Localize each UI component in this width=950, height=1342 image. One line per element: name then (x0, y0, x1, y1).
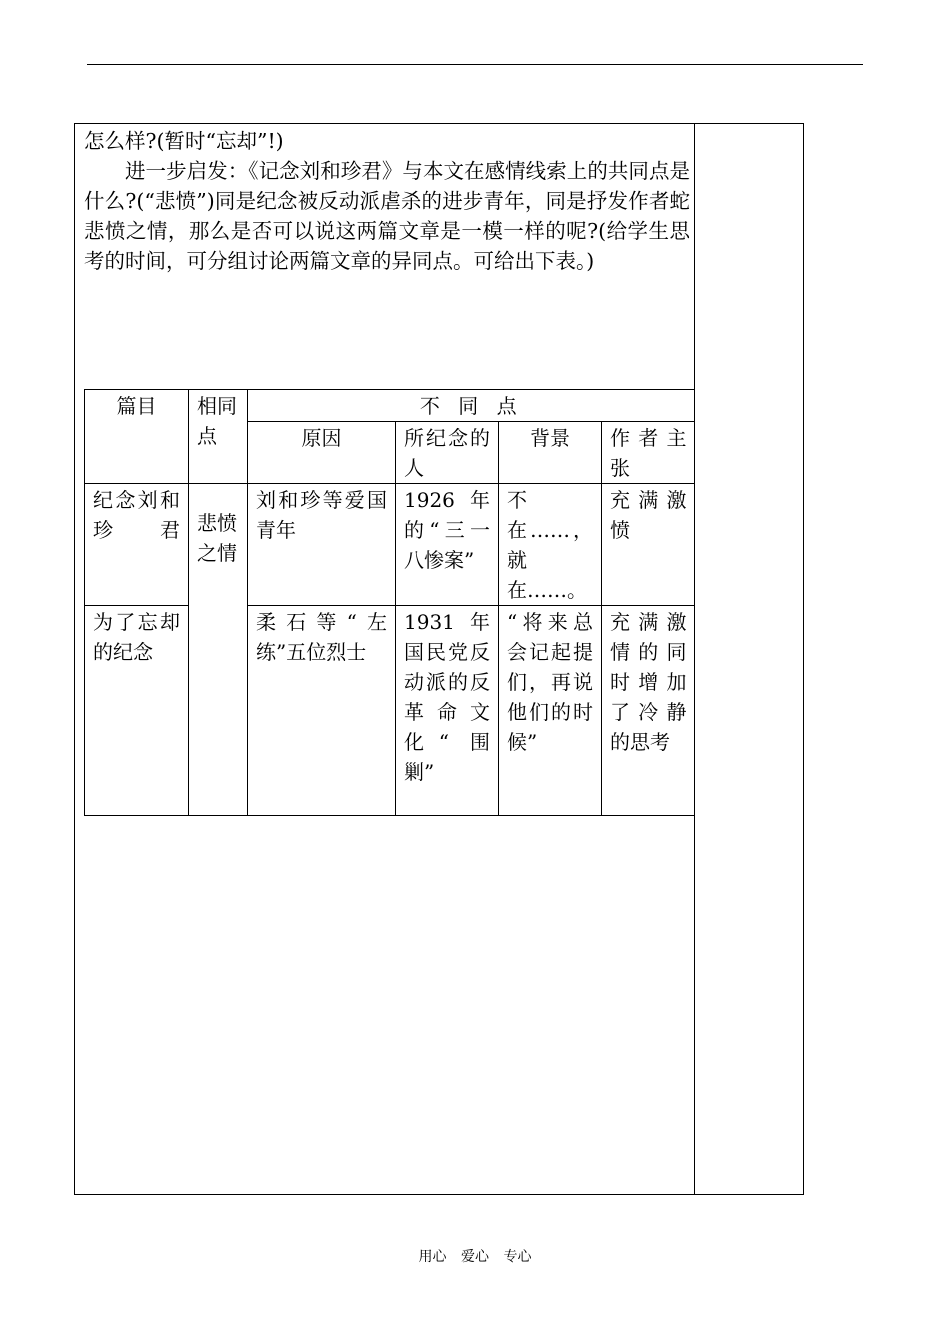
lesson-text (84, 126, 690, 276)
row-title: 纪念刘和珍君 (85, 484, 189, 606)
page-footer: 用心 爱心 专心 (418, 1249, 532, 1265)
header-title: 篇目 (85, 390, 189, 484)
header-stance: 作者主张 (602, 422, 695, 484)
header-reason: 原因 (248, 422, 396, 484)
intro-line: 怎么样?(暂时“忘却”!) (84, 129, 284, 153)
intro-paragraph: 进一步启发：《记念刘和珍君》与本文在感情线索上的共同点是什么?(“悲愤”)同是纪念被反动派虐杀的进步青年，同是抒发作者蛇悲愤之情，那么是否可以说这两篇文章是一模一样的呢?(给学生思考的时间，可分组讨论两篇文章的异同点。可给出下表。) (84, 159, 690, 273)
row-people: 1931 年国民党反动派的反革命文化“ 围剿” (396, 606, 499, 816)
header-rule (87, 64, 863, 65)
comparison-table (84, 389, 695, 816)
header-background: 背景 (499, 422, 602, 484)
row-background: “将来总会记起提们，再说他们的时候” (499, 606, 602, 816)
table-row (85, 606, 695, 816)
table-row (85, 484, 695, 606)
row-stance: 充满激情的同时增加了冷静的思考 (602, 606, 695, 816)
row-stance: 充满激愤 (602, 484, 695, 606)
header-people: 所纪念的人 (396, 422, 499, 484)
row-background: 不在……，就在……。 (499, 484, 602, 606)
shared-feeling: 悲愤之情 (189, 484, 248, 816)
row-reason: 刘和珍等爱国青年 (248, 484, 396, 606)
row-reason: 柔石等“左练”五位烈士 (248, 606, 396, 816)
header-diff: 不 同 点 (248, 390, 695, 422)
row-people: 1926 年的“三一八惨案” (396, 484, 499, 606)
row-title: 为了忘却的纪念 (85, 606, 189, 816)
header-same: 相同点 (189, 390, 248, 484)
